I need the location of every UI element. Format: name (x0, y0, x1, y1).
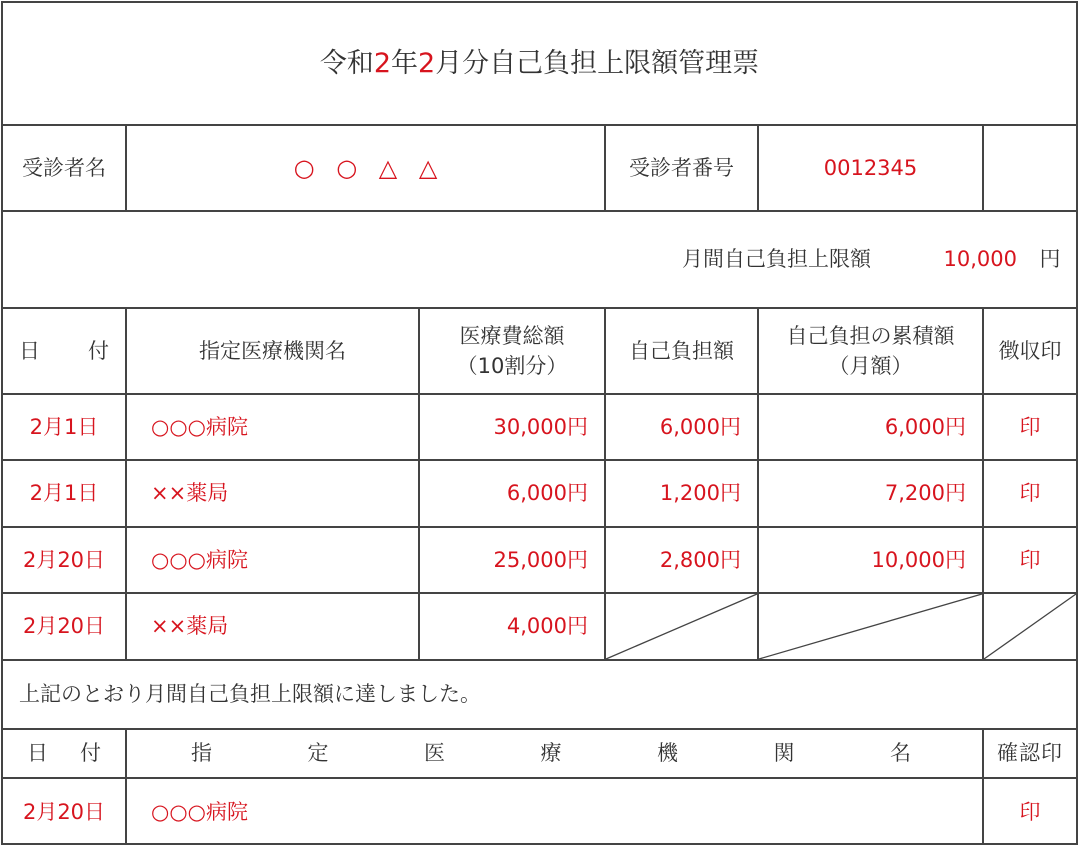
header-stamp: 徴収印 (998, 338, 1062, 363)
row-institution: ××薬局 (151, 481, 229, 505)
row-total: 25,000円 (493, 547, 588, 572)
confirm-row-institution: ○○○病院 (151, 799, 248, 824)
row-total: 6,000円 (506, 481, 588, 505)
header-total-line1: 医療費総額 (459, 323, 565, 348)
page-title (3, 3, 1076, 124)
row-institution: ○○○病院 (151, 547, 248, 572)
row-cumulative: 7,200円 (884, 481, 966, 505)
header-cumulative-line1: 自己負担の累積額 (786, 323, 955, 348)
limit-reached-notice: 上記のとおり月間自己負担上限額に達しました。 (19, 682, 481, 706)
monthly-limit-label: 月間自己負担上限額 (682, 247, 871, 271)
row-cumulative: 10,000円 (871, 547, 966, 572)
confirm-header-char: 関 (773, 741, 795, 765)
patient-name-label: 受診者名 (22, 155, 106, 180)
row-institution: ××薬局 (151, 614, 229, 638)
confirm-header-institution (191, 730, 911, 777)
header-total-line2: （10割分） (456, 354, 568, 378)
header-institution: 指定医療機関名 (199, 338, 346, 363)
title-suffix: 月分自己負担上限額管理票 (435, 48, 760, 79)
confirm-header-char: 定 (307, 741, 329, 765)
row-date: 2月1日 (29, 414, 99, 439)
patient-name-value: ○ ○ △ △ (293, 154, 438, 182)
header-total-cost (420, 309, 604, 393)
row-copay: 1,200円 (659, 481, 741, 505)
empty-cell-strike (759, 594, 982, 659)
row-date: 2月20日 (22, 547, 106, 572)
confirm-header-stamp: 確認印 (997, 741, 1063, 765)
title-prefix: 令和 (319, 48, 374, 79)
row-copay: 2,800円 (659, 547, 741, 572)
confirm-row-stamp: 印 (1019, 799, 1041, 824)
header-cumulative-line2: （月額） (828, 354, 913, 378)
confirm-header-date-char: 付 (80, 741, 101, 765)
row-cumulative: 6,000円 (884, 414, 966, 439)
limit-management-sheet (1, 1, 1078, 845)
row-date: 2月20日 (22, 614, 106, 638)
header-date-char: 付 (88, 338, 109, 363)
confirm-header-date-char: 日 (27, 741, 48, 765)
row-stamp: 印 (1019, 481, 1041, 505)
rule (125, 728, 127, 845)
title-year-unit: 年 (391, 48, 418, 79)
patient-number-value: 0012345 (823, 155, 918, 180)
confirm-header-char: 指 (191, 741, 212, 765)
header-date (19, 309, 109, 393)
row-total: 4,000円 (506, 614, 588, 638)
monthly-limit-amount: 10,000 (943, 247, 1017, 271)
patient-number-label: 受診者番号 (629, 155, 734, 180)
header-date-char: 日 (19, 338, 40, 363)
empty-cell-strike (606, 594, 757, 659)
confirm-header-char: 医 (424, 741, 445, 765)
confirm-header-char: 療 (540, 741, 562, 765)
confirm-header-date (27, 730, 101, 777)
row-copay: 6,000円 (659, 414, 741, 439)
confirm-header-char: 名 (890, 741, 911, 765)
header-cumulative (759, 309, 982, 393)
title-month: 2 (418, 48, 436, 79)
title-year: 2 (373, 48, 391, 79)
rule (982, 124, 984, 212)
row-stamp: 印 (1019, 414, 1041, 439)
header-copay: 自己負担額 (629, 338, 734, 363)
row-date: 2月1日 (29, 481, 99, 505)
confirm-header-char: 機 (657, 741, 678, 765)
empty-cell-strike (984, 594, 1076, 659)
confirm-row-date: 2月20日 (22, 799, 106, 824)
monthly-limit-unit: 円 (1039, 247, 1061, 271)
row-institution: ○○○病院 (151, 414, 248, 439)
row-total: 30,000円 (493, 414, 588, 439)
row-stamp: 印 (1019, 547, 1041, 572)
